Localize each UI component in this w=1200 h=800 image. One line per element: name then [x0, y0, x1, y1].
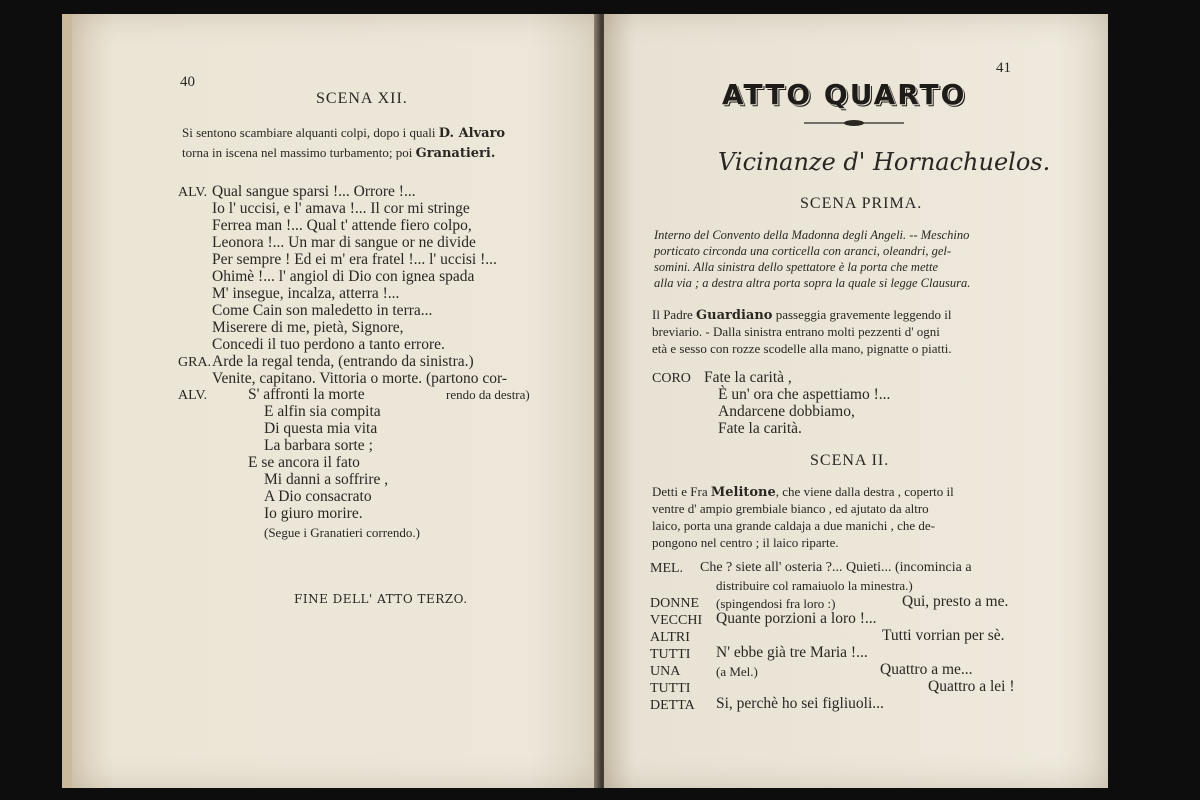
stage-note: rendo da destra)	[446, 387, 530, 402]
verse-line: Miserere di me, pietà, Signore,	[212, 319, 404, 336]
scene2-desc-line2: ventre d' ampio grembiale bianco , ed ajutato da altro	[652, 501, 929, 516]
verse-line: La barbara sorte ;	[264, 437, 373, 454]
dialogue-line: Che ? siete all' osteria ?... Quieti... (incomincia a	[700, 560, 972, 575]
speaker-donne: DONNE	[650, 596, 699, 611]
verse-line: Io l' uccisi, e l' amava !... Il cor mi stringe	[212, 200, 470, 217]
stage-note: (spingendosi fra loro :)	[716, 596, 836, 611]
speaker-alv: ALV.	[178, 388, 208, 403]
scena-ii-title: SCENA II.	[810, 452, 890, 469]
dialogue-line: Si, perchè ho sei figliuoli...	[716, 695, 884, 712]
speaker-alv: ALV.	[178, 185, 208, 200]
verse-line: Leonora !... Un mar di sangue or ne divide	[212, 234, 476, 251]
scene1-desc-line: alla via ; a destra altra porta sopra la quale si legge Clausura.	[654, 276, 971, 290]
stage-note: distribuire col ramaiuolo la minestra.)	[716, 578, 913, 593]
verse-line: Ohimè !... l' angiol di Dio con ignea spada	[212, 268, 475, 285]
verse-line: Per sempre ! Ed ei m' era fratel !... l' uccisi !...	[212, 251, 497, 268]
scene1-desc-line: somini. Alla sinistra dello spettatore è la porta che mette	[654, 260, 939, 274]
scene2-desc-line1: Detti e Fra Melitone, che viene dalla destra , coperto il	[652, 484, 954, 500]
scene2-desc-line3: laico, porta una grande caldaja a due manichi , che de-	[652, 518, 935, 533]
scene-xii-title: SCENA XII.	[316, 90, 408, 107]
open-book	[62, 14, 1110, 788]
scene2-desc-line4: pongono nel centro ; il laico riparte.	[652, 535, 839, 550]
coro-line: Fate la carità.	[718, 420, 802, 437]
speaker-vecchi: VECCHI	[650, 613, 703, 628]
speaker-una: UNA	[650, 664, 681, 679]
verse-line: Concedi il tuo perdono a tanto errore.	[212, 336, 445, 353]
coro-line: Andarcene dobbiamo,	[718, 403, 855, 420]
guardiano-name: Guardiano	[696, 308, 773, 323]
speaker-tutti: TUTTI	[650, 681, 691, 696]
scene1-action-line3: età e sesso con rozze scodelle alla mano, pignatte o piatti.	[652, 341, 952, 356]
melitone-name: Melitone	[710, 485, 776, 500]
dialogue-line: Quattro a lei !	[928, 678, 1015, 695]
verse-line: M' insegue, incalza, atterra !...	[212, 285, 400, 302]
verse-line: S' affronti la morte	[248, 386, 365, 403]
stage-direction-line1: Si sentono scambiare alquanti colpi, dopo i quali D. Alvaro	[182, 125, 506, 141]
verse-line: E se ancora il fato	[248, 454, 360, 471]
speaker-coro: CORO	[652, 371, 691, 386]
end-of-act-note: FINE DELL' ATTO TERZO.	[294, 592, 468, 606]
scene1-desc-line: Interno del Convento della Madonna degli Angeli. -- Meschino	[654, 228, 970, 242]
verse-line: Mi danni a soffrire ,	[264, 471, 389, 488]
speaker-gra: GRA.	[178, 355, 212, 370]
scene1-desc-line: porticato circonda una corticella con aranci, oleandri, gel-	[654, 244, 952, 258]
left-page-number: 40	[180, 74, 195, 90]
alvaro-name: D. Alvaro	[438, 126, 506, 141]
dialogue-line: Quattro a me...	[880, 661, 973, 678]
right-page-number: 41	[996, 60, 1011, 76]
stage-note: (a Mel.)	[716, 664, 758, 679]
dialogue-line: Qui, presto a me.	[902, 593, 1009, 610]
verse-line: Qual sangue sparsi !... Orrore !...	[212, 183, 416, 200]
granatieri-name: Granatieri.	[415, 146, 496, 161]
dialogue-line: N' ebbe già tre Maria !...	[716, 644, 868, 661]
verse-line: Ferrea man !... Qual t' attende fiero colpo,	[212, 217, 472, 234]
speaker-tutti: TUTTI	[650, 647, 691, 662]
dialogue-line: Tutti vorrian per sè.	[882, 627, 1005, 644]
scene1-action-line2: breviario. - Dalla sinistra entrano molti pezzenti d' ogni	[652, 324, 940, 339]
scene1-action-line1: Il Padre Guardiano passeggia gravemente leggendo il	[652, 307, 952, 323]
ornament-divider	[804, 118, 904, 128]
coro-line: Fate la carità ,	[704, 369, 792, 386]
verse-line: A Dio consacrato	[264, 488, 372, 505]
dialogue-line: Quante porzioni a loro !...	[716, 610, 877, 627]
stage-note: (Segue i Granatieri correndo.)	[264, 525, 420, 540]
verse-line: E alfin sia compita	[264, 403, 381, 420]
verse-line: Arde la regal tenda, (entrando da sinistra.)	[212, 353, 474, 370]
verse-line: Di questa mia vita	[264, 420, 378, 437]
act-title: ATTO QUARTO	[722, 78, 967, 111]
verse-line: Io giuro morire.	[264, 505, 363, 522]
left-page	[62, 14, 610, 788]
right-page	[604, 14, 1108, 788]
speaker-detta: DETTA	[650, 698, 695, 713]
speaker-altri: ALTRI	[650, 630, 690, 645]
place-heading: Vicinanze d' Hornachuelos.	[718, 148, 1051, 176]
coro-line: È un' ora che aspettiamo !...	[718, 386, 891, 403]
scena-prima-title: SCENA PRIMA.	[800, 195, 923, 212]
speaker-mel: MEL.	[650, 561, 684, 576]
verse-line: Come Cain son maledetto in terra...	[212, 302, 433, 319]
stage-direction-line2: torna in iscena nel massimo turbamento; poi Granatieri.	[182, 145, 496, 161]
verse-line: Venite, capitano. Vittoria o morte. (partono cor-	[212, 370, 508, 387]
